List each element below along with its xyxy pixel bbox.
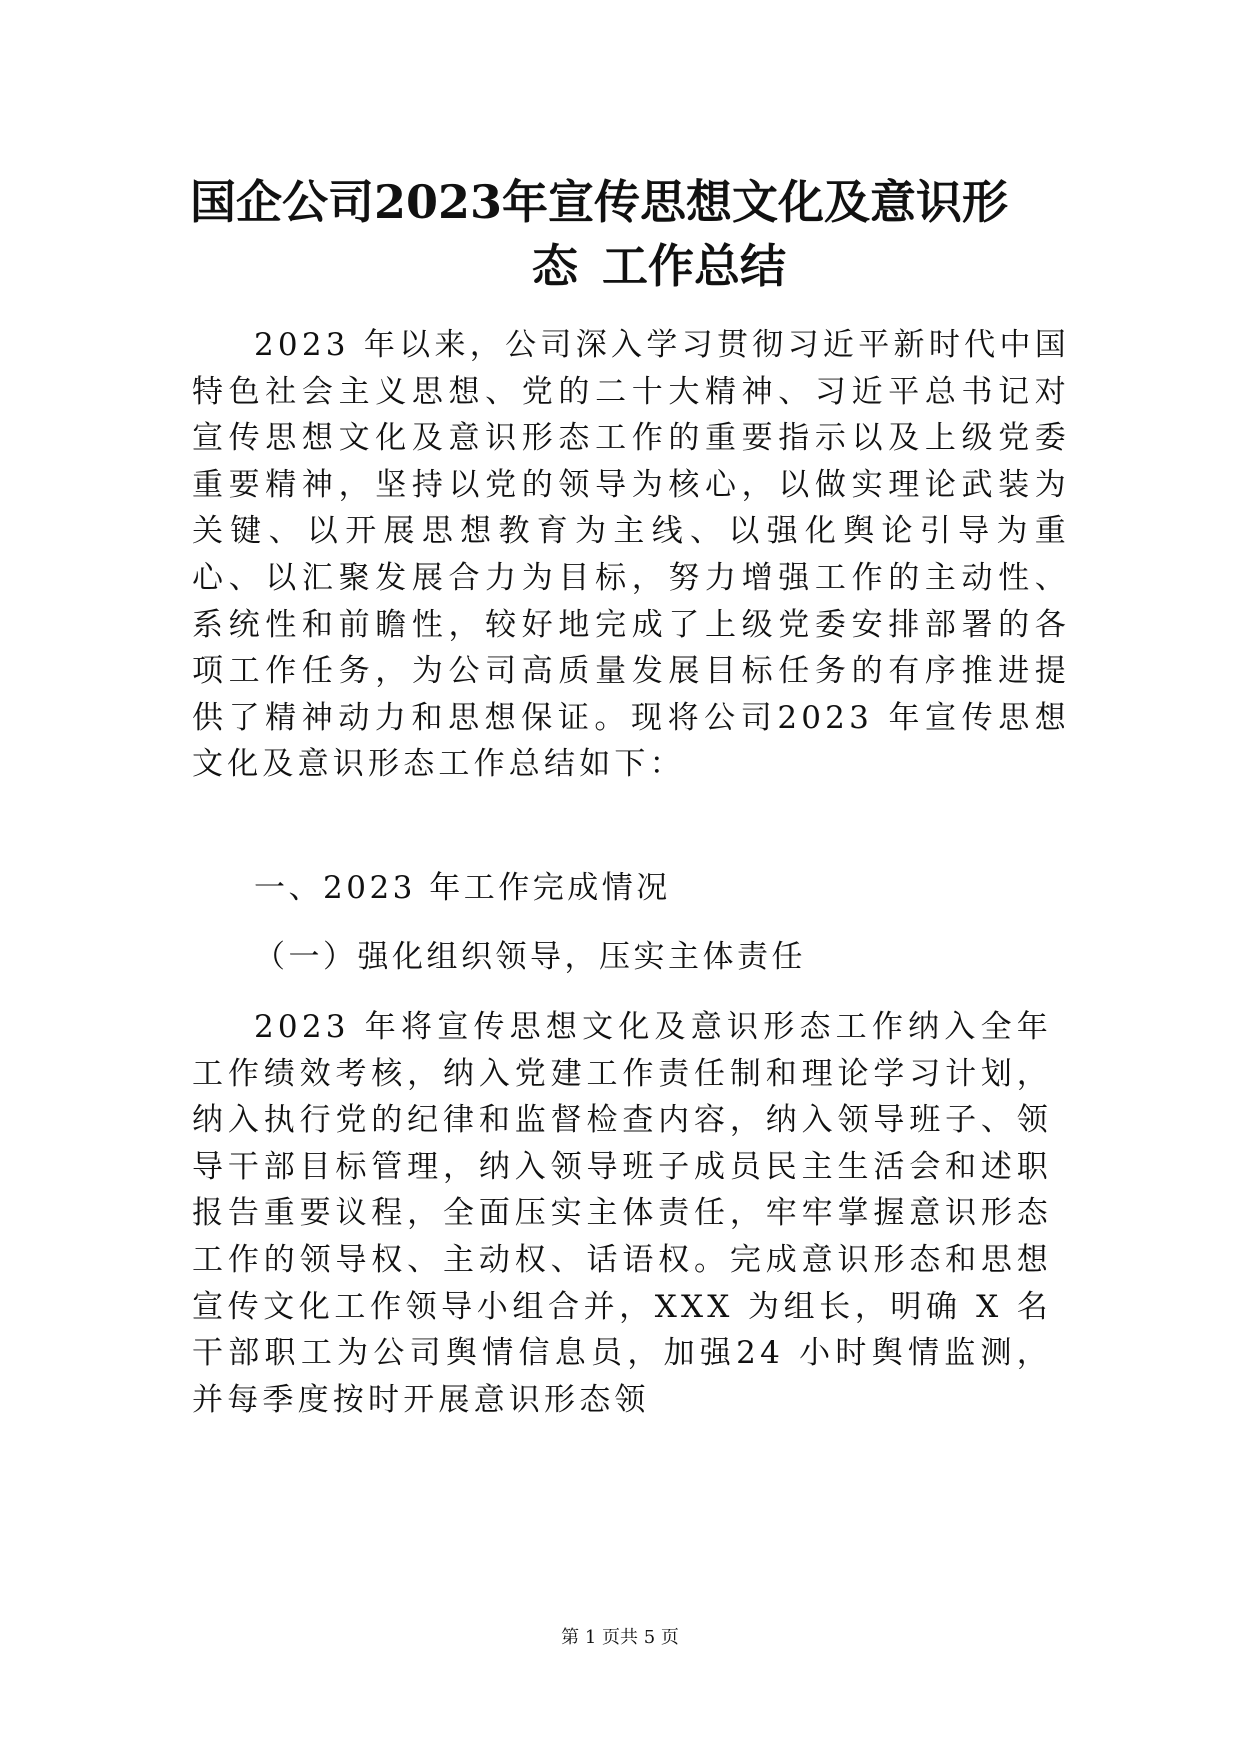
- intro-paragraph: 2023 年以来，公司深入学习贯彻习近平新时代中国特色社会主义思想、党的二十大精神、习近平总书记对宣传思想文化及意识形态工作的重要指示以及上级党委重要精神，坚持以党的领导为核心，以做实理论武装为关键、以开展思想教育为主线、以强化舆论引导为重心、以汇聚发展合力为目标，努力增强工作的主动性、系统性和前瞻性，较好地完成了上级党委安排部署的各项工作任务，为公司高质量发展目标任务的有序推进提供了精神动力和思想保证。现将公司2023 年宣传思想文化及意识形态工作总结如下：: [192, 327, 1070, 783]
- title-line-2-part-b: 工作总结: [602, 239, 786, 293]
- section-heading: 一、2023 年工作完成情况: [254, 870, 671, 906]
- subsection-heading: （一）强化组织领导，压实主体责任: [254, 939, 806, 975]
- title-line-2-part-a: 态: [532, 239, 578, 293]
- title-line-1: 国企公司2023年宣传思想文化及意识形: [190, 175, 1009, 229]
- title-line-2: [190, 234, 1070, 298]
- body-paragraph: 2023 年将宣传思想文化及意识形态工作纳入全年工作绩效考核，纳入党建工作责任制和理论学习计划，纳入执行党的纪律和监督检查内容，纳入领导班子、领导干部目标管理，纳入领导班子成员民主生活会和述职报告重要议程，全面压实主体责任，牢牢掌握意识形态工作的领导权、主动权、话语权。完成意识形态和思想宣传文化工作领导小组合并，XXX 为组长，明确 X 名干部职工为公司舆情信息员，加强24 小时舆情监测，并每季度按时开展意识形态领: [192, 1009, 1052, 1418]
- page-footer: 第 1 页共 5 页: [561, 1627, 679, 1648]
- document-title: [190, 170, 1070, 298]
